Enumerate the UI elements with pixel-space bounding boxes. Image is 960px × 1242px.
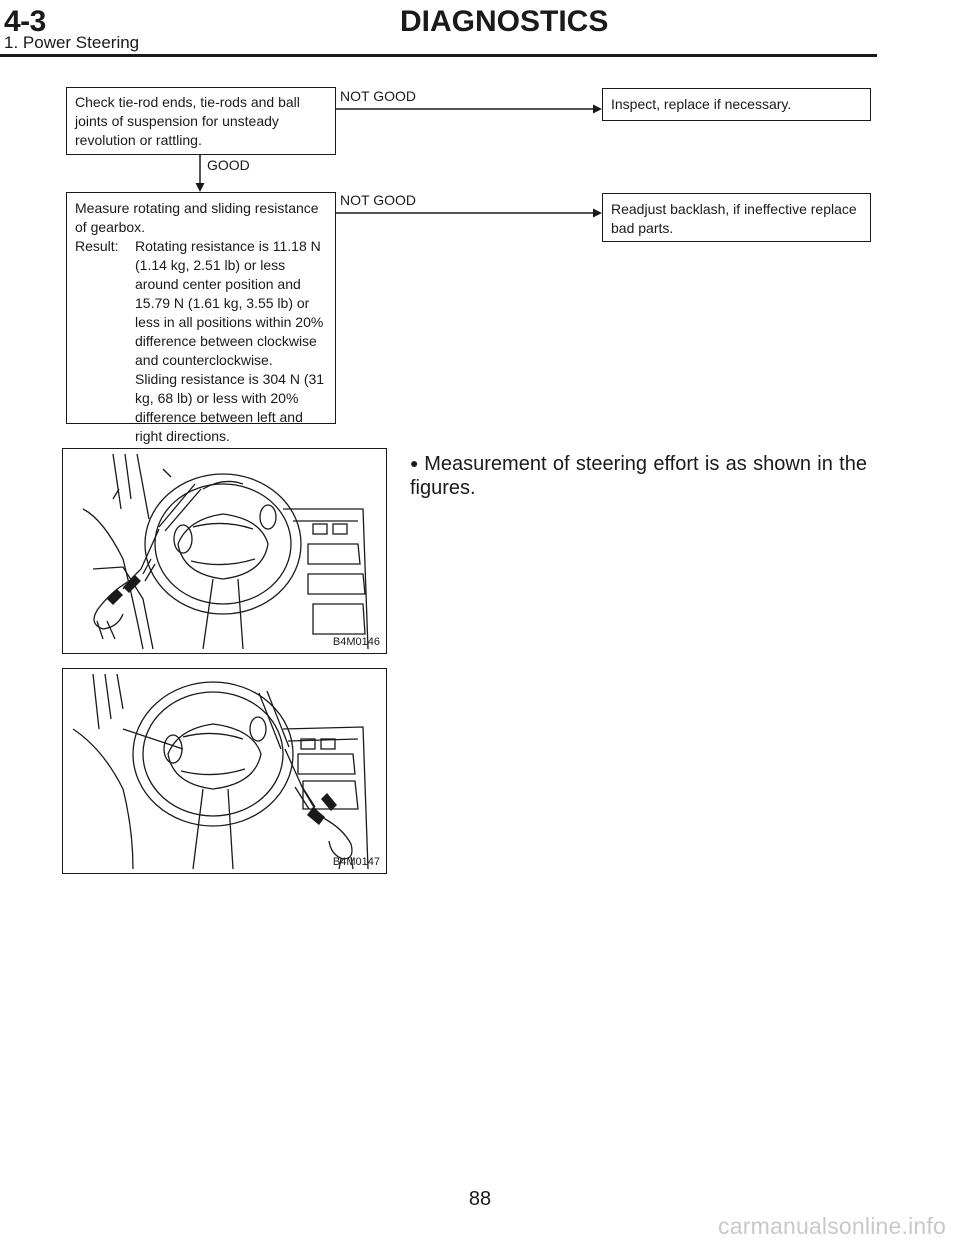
not-good-label: NOT GOOD [340, 192, 416, 208]
action-box-readjust [602, 193, 871, 242]
steering-wheel-gauge-right-illustration [63, 669, 385, 872]
result-body [135, 237, 327, 446]
figure-caption: B4M0146 [332, 636, 380, 648]
check-box-tie-rods [66, 87, 336, 155]
figure-b4m0147 [62, 668, 387, 874]
not-good-label: NOT GOOD [340, 88, 416, 104]
page-number: 88 [468, 1188, 492, 1210]
check-box-gearbox [66, 192, 336, 444]
steering-wheel-gauge-left-illustration [63, 449, 385, 652]
note-text: Measurement of steering effort is as shown in the figures. [410, 453, 867, 499]
arrow-right-icon [593, 105, 602, 114]
bullet-icon: ● [410, 455, 420, 471]
section-title: DIAGNOSTICS [400, 5, 609, 38]
action-text: Readjust backlash, if ineffective replace bad parts. [611, 201, 857, 236]
good-label: GOOD [207, 157, 250, 173]
check-text: Check tie-rod ends, tie-rods and ball joints of suspension for unsteady revolution or rattling. [75, 94, 300, 148]
section-number: 4-3 [4, 5, 46, 38]
rotating-resistance-text: Rotating resistance is 11.18 N (1.14 kg, 2.51 lb) or less around center position and 15.79 N (1.61 kg, 3.55 lb) or less in all positions within 20% difference between clockwise and counterclockwise. [135, 238, 324, 368]
figure-b4m0146 [62, 448, 387, 654]
note-paragraph [410, 451, 867, 500]
arrow-down-icon [196, 183, 205, 192]
arrow-icon [321, 793, 337, 811]
arrow-right-icon [593, 209, 602, 218]
figure-caption: B4M0147 [332, 856, 380, 868]
subsection-title: 1. Power Steering [4, 33, 140, 52]
sliding-resistance-text: Sliding resistance is 304 N (31 kg, 68 lb) or less with 20% difference between left and right directions. [135, 371, 325, 444]
check-title: Measure rotating and sliding resistance of gearbox. [75, 200, 319, 235]
action-text: Inspect, replace if necessary. [611, 96, 792, 112]
watermark: carmanualsonline.info [718, 1213, 946, 1239]
result-block [75, 237, 327, 446]
arrow-icon [107, 589, 123, 605]
result-label: Result: [75, 238, 119, 254]
action-box-inspect [602, 88, 871, 121]
